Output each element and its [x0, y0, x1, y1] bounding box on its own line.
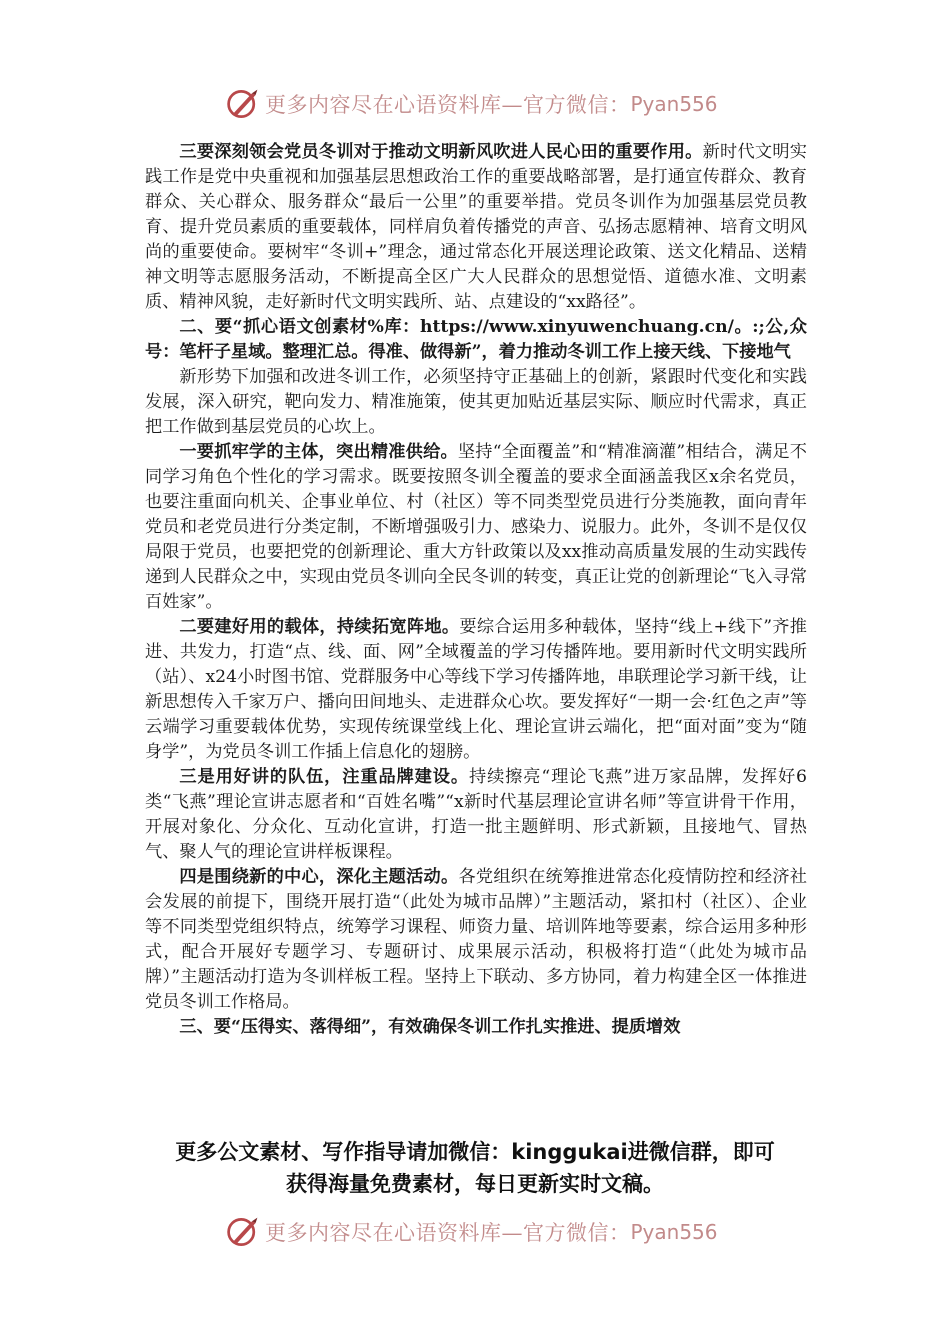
- document-body: [145, 140, 807, 1040]
- paragraph-body: 持续擦亮“理论飞燕”进万家品牌，发挥好6类“飞燕”理论宣讲志愿者和“百姓名嘴”“x新时代基层理论宣讲名师”等宣讲骨干作用，开展对象化、分众化、互动化宣讲，打造一批主题鲜明、形式新颖，且接地气、冒热气、聚人气的理论宣讲样板课程。: [145, 767, 807, 862]
- paragraph: [145, 140, 807, 315]
- paragraph: [145, 865, 807, 1015]
- footer-line-1: 更多公文素材、写作指导请加微信：kinggukai进微信群，即可: [175, 1140, 775, 1164]
- paragraph: [145, 615, 807, 765]
- footer-line-2: 获得海量免费素材，每日更新实时文稿。: [286, 1172, 664, 1196]
- paragraph: [145, 765, 807, 865]
- paragraph-body: 要综合运用多种载体，坚持“线上+线下”齐推进、共发力，打造“点、线、面、网”全域覆盖的学习传播阵地。要用新时代文明实践所（站）、x24小时图书馆、党群服务中心等线下学习传播阵地，串联理论学习新干线，让新思想传入千家万户、播向田间地头、走进群众心坎。要发挥好“一期一会·红色之声”等云端学习重要载体优势，实现传统课堂线上化、理论宣讲云端化，把“面对面”变为“随身学”，为党员冬训工作插上信息化的翅膀。: [145, 617, 807, 762]
- heading-text: 二、要“抓心语文创素材%库：https://www.xinyuwenchuang.cn/。:;公,众号：笔杆子星域。整理汇总。得准、做得新”，着力推动冬训工作上接天线、下接地气: [145, 317, 807, 362]
- paragraph-body: 坚持“全面覆盖”和“精准滴灌”相结合，满足不同学习角色个性化的学习需求。既要按照冬训全覆盖的要求全面涵盖我区x余名党员，也要注重面向机关、企事业单位、村（社区）等不同类型党员进行分类施教，面向青年党员和老党员进行分类定制，不断增强吸引力、感染力、说服力。此外，冬训不是仅仅局限于党员，也要把党的创新理论、重大方针政策以及xx推动高质量发展的生动实践传递到人民群众之中，实现由党员冬训向全民冬训的转变，真正让党的创新理论“飞入寻常百姓家”。: [145, 442, 807, 612]
- paragraph-body: 各党组织在统筹推进常态化疫情防控和经济社会发展的前提下，围绕开展打造“（此处为城市品牌）”主题活动，紧扣村（社区）、企业等不同类型党组织特点，统筹学习课程、师资力量、培训阵地等要素，综合运用多种形式，配合开展好专题学习、专题研讨、成果展示活动，积极将打造“（此处为城市品牌）”主题活动打造为冬训样板工程。坚持上下联动、多方协同，着力构建全区一体推进党员冬训工作格局。: [145, 867, 807, 1012]
- pen-logo-icon: [225, 1214, 261, 1250]
- footer-note: [140, 1136, 810, 1200]
- paragraph-lead: 二要建好用的载体，持续拓宽阵地。: [179, 617, 460, 637]
- banner-wechat-id: Pyan556: [630, 92, 718, 116]
- banner-text: 更多内容尽在心语资料库—官方微信：: [265, 1221, 631, 1245]
- paragraph-lead: 一要抓牢学的主体，突出精准供给。: [179, 442, 458, 462]
- pen-logo-icon: [225, 86, 261, 122]
- banner-text: 更多内容尽在心语资料库—官方微信：: [265, 93, 631, 117]
- paragraph-body: 新形势下加强和改进冬训工作，必须坚持守正基础上的创新，紧跟时代变化和实践发展，深入研究，靶向发力、精准施策，使其更加贴近基层实际、顺应时代需求，真正把工作做到基层党员的心坎上。: [145, 367, 807, 437]
- header-banner: [225, 84, 718, 124]
- paragraph: [145, 440, 807, 615]
- heading-text: 三、要“压得实、落得细”，有效确保冬训工作扎实推进、提质增效: [179, 1017, 681, 1037]
- section-heading: [145, 315, 807, 365]
- paragraph-lead: 三要深刻领会党员冬训对于推动文明新风吹进人民心田的重要作用。: [179, 142, 703, 162]
- paragraph-lead: 三是用好讲的队伍，注重品牌建设。: [179, 767, 469, 787]
- paragraph-body: 新时代文明实践工作是党中央重视和加强基层思想政治工作的重要战略部署，是打通宣传群众、教育群众、关心群众、服务群众“最后一公里”的重要举措。党员冬训作为加强基层党员教育、提升党员素质的重要载体，同样肩负着传播党的声音、弘扬志愿精神、培育文明风尚的重要使命。要树牢“冬训+”理念，通过常态化开展送理论政策、送文化精品、送精神文明等志愿服务活动，不断提高全区广大人民群众的思想觉悟、道德水准、文明素质、精神风貌，走好新时代文明实践所、站、点建设的“xx路径”。: [145, 142, 807, 312]
- banner-wechat-id: Pyan556: [630, 1220, 718, 1244]
- paragraph-lead: 四是围绕新的中心，深化主题活动。: [179, 867, 459, 887]
- section-heading: [145, 1015, 807, 1040]
- footer-banner: [225, 1212, 718, 1252]
- paragraph: [145, 365, 807, 440]
